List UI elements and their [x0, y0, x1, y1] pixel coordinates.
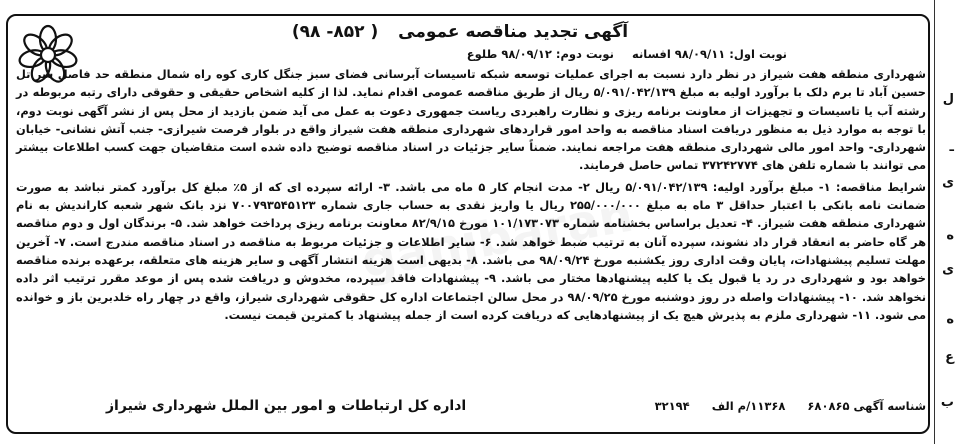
publication-dates — [453, 47, 787, 61]
strip-glyph: ع — [945, 350, 954, 365]
adjacent-column-strip — [934, 0, 957, 444]
ad-ref: ۱۱۳۶۸/م الف — [711, 399, 786, 413]
notice-number: ( ۸۵۲- ۹۸) — [291, 22, 379, 42]
issuing-organization: اداره کل ارتباطات و امور بین الملل شهرداری شیراز — [106, 398, 467, 414]
strip-glyph: ب — [940, 395, 954, 410]
notice-footer — [16, 398, 926, 414]
strip-glyph: ه — [946, 228, 954, 243]
ad-code: ۳۲۱۹۴ — [654, 399, 690, 413]
conditions-paragraph: شرایط مناقصه: ۱- مبلغ برآورد اولیه: ۵/۰۹۱/۰۴۲/۱۳۹ ریال ۲- مدت انجام کار ۵ ماه می باشد. ۳- ارائه سپرده ای که از ۵٪ مبلغ کل برآورد کمتر نباشد به صورت ضمانت نامه بانکی با اعتبار حداقل ۳ ماه به مبلغ ۲۵۵/۰۰۰/۰۰۰ ریال یا واریز نقدی به حساب جاری شماره ۷۰۰۷۹۳۵۴۵۱۲۳ نزد بانک شهر شعبه کارانديش به نام شهرداری منطقه هفت شیراز. ۴- تعدیل براساس بخشنامه شماره ۱۰۱/۱۷۳۰۷۳ مورخ ۸۲/۹/۱۵ معاونت برنامه ریزی پرداخت خواهد شد. ۵- برندگان اول و دوم مناقصه هر گاه حاضر به انعقاد قرار داد نشوند، سپرده آنان به ترتیب ضبط خواهد شد. ۶- سایر اطلاعات و جزئیات مربوط به مناقصه در اسناد مناقصه مندرج است. ۷- آخرین مهلت تسلیم پیشنهادات، پایان وقت اداری روز یکشنبه مورخ ۹۸/۰۹/۲۴ می باشد. ۸- بدیهی است هزینه انتشار آگهی و سایر هزینه های متعلقه، برعهده برنده مناقصه خواهد بود و شهرداری در رد یا قبول یک یا کلیه پیشنهادها مختار می باشد. ۹- پیشنهادات فاقد سپرده، مخدوش و دریافت شده پس از موعد مقرر ترتیب اثر داده نخواهد شد. ۱۰- پیشنهادات واصله در روز دوشنبه مورخ ۹۸/۰۹/۲۵ در محل سالن اجتماعات اداره کل حقوقی شهرداری شیراز، واقع در چهار راه خلدبرین باز و خوانده می شود. ۱۱- شهرداری ملزم به پذیرش هیچ یک از پیشنهادهایی که دریافت کرده است از جمله پیشنهاد با کمترین قیمت نیست. — [16, 179, 927, 322]
strip-glyph: ل — [942, 92, 954, 107]
intro-paragraph: شهرداری منطقه هفت شیراز در نظر دارد نسبت به اجرای عملیات توسعه شبکه تاسیسات آبرسانی فضای سبز جنگل کاری کوه راه شمال منطقه حد فاصل سر تل حسین آباد تا برم دلک با برآورد اولیه به مبلغ ۵/۰۹۱/۰۴۲/۱۳۹ ریال از طریق مناقصه عمومی اقدام نماید. لذا از کلیه اشخاص حقیقی و حقوقی دارای رتبه مربوطه در رشته آب یا تاسیسات و تجهیزات از معاونت برنامه ریزی و نظارت راهبردی ریاست جمهوری دعوت به عمل می آید ضمن بازدید از محل پس از نشر آگهی نوبت دوم، با توجه به موارد ذیل به منظور دریافت اسناد مناقصه به واحد امور قراردهای شهرداری منطقه هفت شیراز واقع در بلوار فرصت شیرازی- جنب آتش نشانی- خیابان شهرداری- واحد امور مالی شهرداری منطقه هفت مراجعه نمایند. ضمناً سایر جزئیات در اسناد مناقصه توضیح داده شده است متقاضیان جهت کسب اطلاعات بیشتر می توانند با شماره تلفن های ۳۷۲۴۲۷۷۴ تماس حاصل فرمایند. — [16, 67, 926, 173]
strip-glyph: ـ — [949, 140, 954, 155]
notice-title — [180, 22, 740, 42]
date-first: نوبت اول: ۹۸/۰۹/۱۱ افسانه — [631, 47, 787, 61]
notice-body — [16, 65, 926, 324]
strip-glyph: ه — [946, 312, 954, 327]
notice-title-text: آگهی تجدید مناقصه عمومی — [398, 22, 629, 42]
ad-id: شناسه آگهی ۶۸۰۸۶۵ — [807, 399, 926, 413]
date-second: نوبت دوم: ۹۸/۰۹/۱۲ طلوع — [466, 47, 614, 61]
strip-glyph: ی — [942, 262, 954, 277]
strip-glyph: ی — [942, 175, 954, 190]
